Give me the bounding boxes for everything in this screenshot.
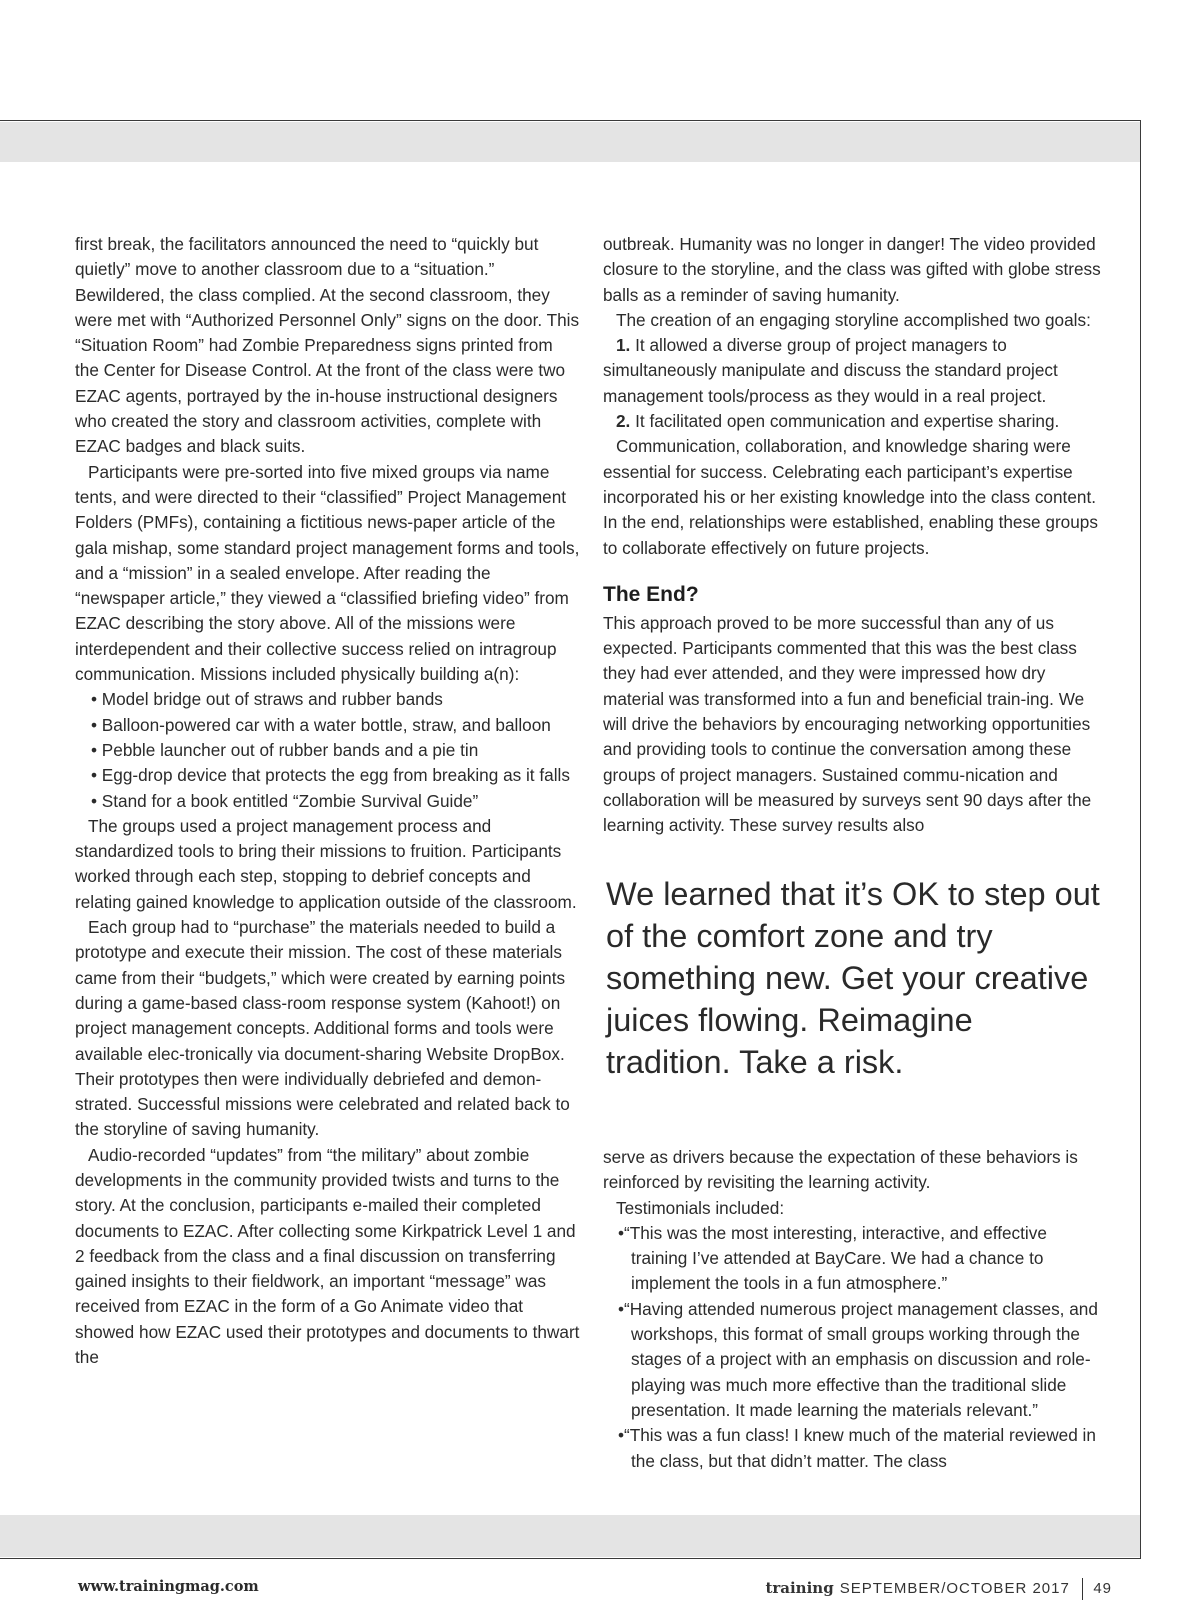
paragraph: The groups used a project management process and standardized tools to bring their missions to fruition. Participants worked through each step, stopping to debrief concepts and relating gained knowledge to application outside of the classroom. bbox=[75, 815, 577, 912]
paragraph: outbreak. Humanity was no longer in danger! The video provided closure to the storyline, and the class was gifted with globe stress balls as a reminder of saving humanity. bbox=[603, 234, 1101, 305]
numbered-item bbox=[603, 333, 1108, 409]
paragraph: Participants were pre-sorted into five mixed groups via name tents, and were directed to their “classified” Project Management Folders (PMFs), containing a fictitious news-paper article of the gala mishap, some standard project management forms and tools, and a “mission” in a sealed envelope. After reading the “newspaper article,” they viewed a “classified briefing video” from EZAC describing the story above. All of the missions were interdependent and their collective success relied on intragroup communication. Missions included physically building a(n): bbox=[75, 461, 580, 685]
pull-quote: We learned that it’s OK to step out of the comfort zone and try something new. Get your creative juices flowing. Reimagine tradition. Take a risk. bbox=[606, 876, 1100, 1080]
paragraph: serve as drivers because the expectation of these behaviors is reinforced by revisiting the learning activity. bbox=[603, 1147, 1078, 1193]
list-item: • Model bridge out of straws and rubber bands bbox=[91, 689, 443, 710]
header-band bbox=[0, 122, 1140, 162]
testimonial: •“This was a fun class! I knew much of the material reviewed in the class, but that didn’t matter. The class bbox=[618, 1425, 1096, 1471]
left-column bbox=[75, 232, 580, 1370]
paragraph: The creation of an engaging storyline accomplished two goals: bbox=[616, 309, 1091, 330]
paragraph: Communication, collaboration, and knowledge sharing were essential for success. Celebrating each participant’s expertise incorporated his or her existing knowledge into the class content. In the end, relationships were established, enabling these groups to collaborate effectively on future projects. bbox=[603, 436, 1098, 558]
numbered-item bbox=[603, 409, 1108, 434]
item-text: It facilitated open communication and expertise sharing. bbox=[630, 411, 1060, 432]
list-item: • Egg-drop device that protects the egg from breaking as it falls bbox=[91, 765, 570, 786]
item-number: 1. bbox=[616, 335, 631, 356]
paragraph: first break, the facilitators announced the need to “quickly but quietly” move to another classroom due to a “situation.” Bewildered, the class complied. At the second classroom, they were met with “Authorized Personnel Only” signs on the door. This “Situation Room” had Zombie Preparedness signs printed from the Center for Disease Control. At the front of the class were two EZAC agents, portrayed by the in-house instructional designers who created the story and classroom activities, complete with EZAC badges and black suits. bbox=[75, 234, 580, 457]
paragraph: Audio-recorded “updates” from “the military” about zombie developments in the community provided twists and turns to the story. At the conclusion, participants e-mailed their completed documents to EZAC. After collecting some Kirkpatrick Level 1 and 2 feedback from the class and a final discussion on transferring gained insights to their fieldwork, an important “message” was received from EZAC in the form of a Go Animate video that showed how EZAC used their prototypes and documents to thwart the bbox=[75, 1144, 580, 1368]
footer-website: www.trainingmag.com bbox=[78, 1578, 259, 1595]
item-number: 2. bbox=[616, 411, 631, 432]
footer-brand: training bbox=[765, 1578, 834, 1597]
right-column-continued bbox=[603, 1145, 1108, 1474]
footer-issue bbox=[765, 1578, 1112, 1600]
testimonial: •“This was the most interesting, interactive, and effective training I’ve attended at BayCare. We had a chance to implement the tools in a fun atmosphere.” bbox=[618, 1222, 1047, 1294]
paragraph: This approach proved to be more successful than any of us expected. Participants commented that this was the best class they had ever attended, and they were impressed how dry material was transformed into a fun and beneficial train-ing. We will drive the behaviors by encouraging networking opportunities and providing tools to continue the conversation among these groups of project managers. Sustained commu-nication and collaboration will be measured by surveys sent 90 days after the learning activity. These survey results also bbox=[603, 612, 1092, 836]
paragraph: Testimonials included: bbox=[616, 1197, 785, 1218]
page-number: 49 bbox=[1093, 1579, 1112, 1597]
right-column bbox=[603, 232, 1108, 839]
section-heading: The End? bbox=[603, 582, 699, 606]
list-item: • Stand for a book entitled “Zombie Survival Guide” bbox=[91, 790, 479, 811]
list-item: • Pebble launcher out of rubber bands and a pie tin bbox=[91, 739, 479, 760]
item-text: It allowed a diverse group of project managers to simultaneously manipulate and discuss the standard project management tools/process as they would in a real project. bbox=[603, 335, 1058, 406]
footer-issue-date: SEPTEMBER/OCTOBER 2017 bbox=[839, 1579, 1070, 1597]
footer-divider bbox=[1082, 1578, 1084, 1600]
testimonial: •“Having attended numerous project management classes, and workshops, this format of small groups working through the stages of a project with an emphasis on discussion and role-playing was much more effective than the traditional slide presentation. It made learning the materials relevant.” bbox=[618, 1298, 1098, 1420]
paragraph: Each group had to “purchase” the materials needed to build a prototype and execute their mission. The cost of these materials came from their “budgets,” which were created by earning points during a game-based class-room response system (Kahoot!) on project management concepts. Additional forms and tools were available elec-tronically via document-sharing Website DropBox. Their prototypes then were individually debriefed and demon-strated. Successful missions were celebrated and related back to the storyline of saving humanity. bbox=[75, 917, 570, 1140]
footer-band bbox=[0, 1515, 1140, 1557]
list-item: • Balloon-powered car with a water bottle, straw, and balloon bbox=[91, 714, 551, 735]
